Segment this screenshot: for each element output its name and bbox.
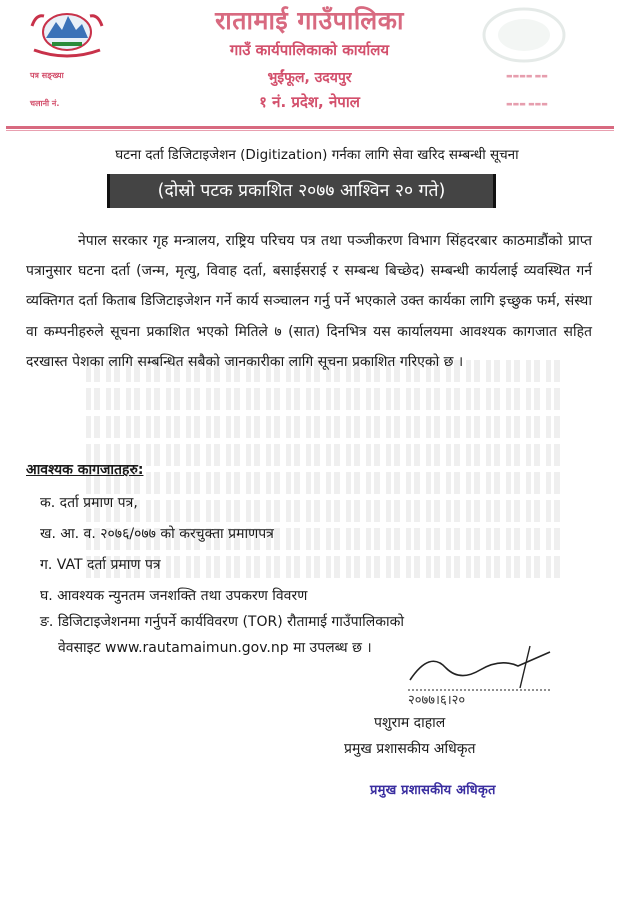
header-rule <box>6 126 614 129</box>
municipality-name: रातामाई गाउँपालिका <box>215 6 404 35</box>
office-address: १ नं. प्रदेश, नेपाल <box>259 93 360 111</box>
signature-date: २०७७।६।२० <box>408 693 466 708</box>
official-stamp: प्रमुख प्रशासकीय अधिकृत <box>370 783 496 798</box>
dispatch-number-label: चलानी नं. <box>30 99 60 108</box>
office-name: गाउँ कार्यपालिकाको कार्यालय <box>229 41 390 59</box>
signer-title: प्रमुख प्रशासकीय अधिकृत <box>344 741 476 757</box>
notice-subtitle: (दोस्रो पटक प्रकाशित २०७७ आश्विन २० गते) <box>107 174 496 208</box>
header-rule-thin <box>6 130 614 131</box>
faint-ref-right-1: ▬▬▬▬ ▬▬ <box>506 72 548 80</box>
requirement-item: घ. आवश्यक न्युनतम जनशक्ति तथा उपकरण विवरण <box>40 588 308 604</box>
requirements-heading: आवश्यक कागजातहरु: <box>26 462 144 478</box>
faint-ref-right-2: ▬▬▬ ▬▬▬ <box>506 100 548 108</box>
website-line: वेवसाइट www.rautamaimun.gov.np मा उपलब्ध छ । <box>58 640 372 656</box>
office-location: भुईंफूल, उदयपुर <box>267 70 352 86</box>
requirement-item: ङ. डिजिटाइजेशनमा गर्नुपर्ने कार्यविवरण (TOR) रौतामाई गाउँपालिकाको <box>40 614 405 630</box>
notice-title: घटना दर्ता डिजिटाइजेशन (Digitization) गर्नका लागि सेवा खरिद सम्बन्धी सूचना <box>115 147 519 163</box>
requirement-item: ग. VAT दर्ता प्रमाण पत्र <box>40 557 161 573</box>
reverse-side-bleed <box>80 360 560 620</box>
letter-number-label: पत्र सङ्ख्या <box>30 71 64 80</box>
notice-body: नेपाल सरकार गृह मन्त्रालय, राष्ट्रिय परिचय पत्र तथा पञ्जीकरण विभाग सिंहदरबार काठमाडौंको प्राप्त पत्रानुसार घटना दर्ता (जन्म, मृत्यु, विवाह दर्ता, बसाईसराई र सम्बन्ध बिच्छेद) सम्बन्धी कार्यलाई व्यवस्थित गर्न व्यक्तिगत दर्ता किताब डिजिटाइजेशन गर्ने कार्य सञ्चालन गर्नु पर्ने भएकाले उक्त कार्यका लागि इच्छुक फर्म, संस्था वा कम्पनीहरुले सूचना प्रकाशित भएको मितिले ७ (सात) दिनभित्र यस कार्यालयमा आवश्यक कागजात सहित दरखास्त पेशका लागि सम्बन्धित सबैको जानकारीका लागि सूचना प्रकाशित गरिएको छ । <box>26 233 592 370</box>
requirement-item: क. दर्ता प्रमाण पत्र, <box>40 495 138 511</box>
signer-name: पशुराम दाहाल <box>374 715 446 731</box>
requirement-item: ख. आ. व. २०७६/०७७ को करचुक्ता प्रमाणपत्र <box>40 526 274 542</box>
